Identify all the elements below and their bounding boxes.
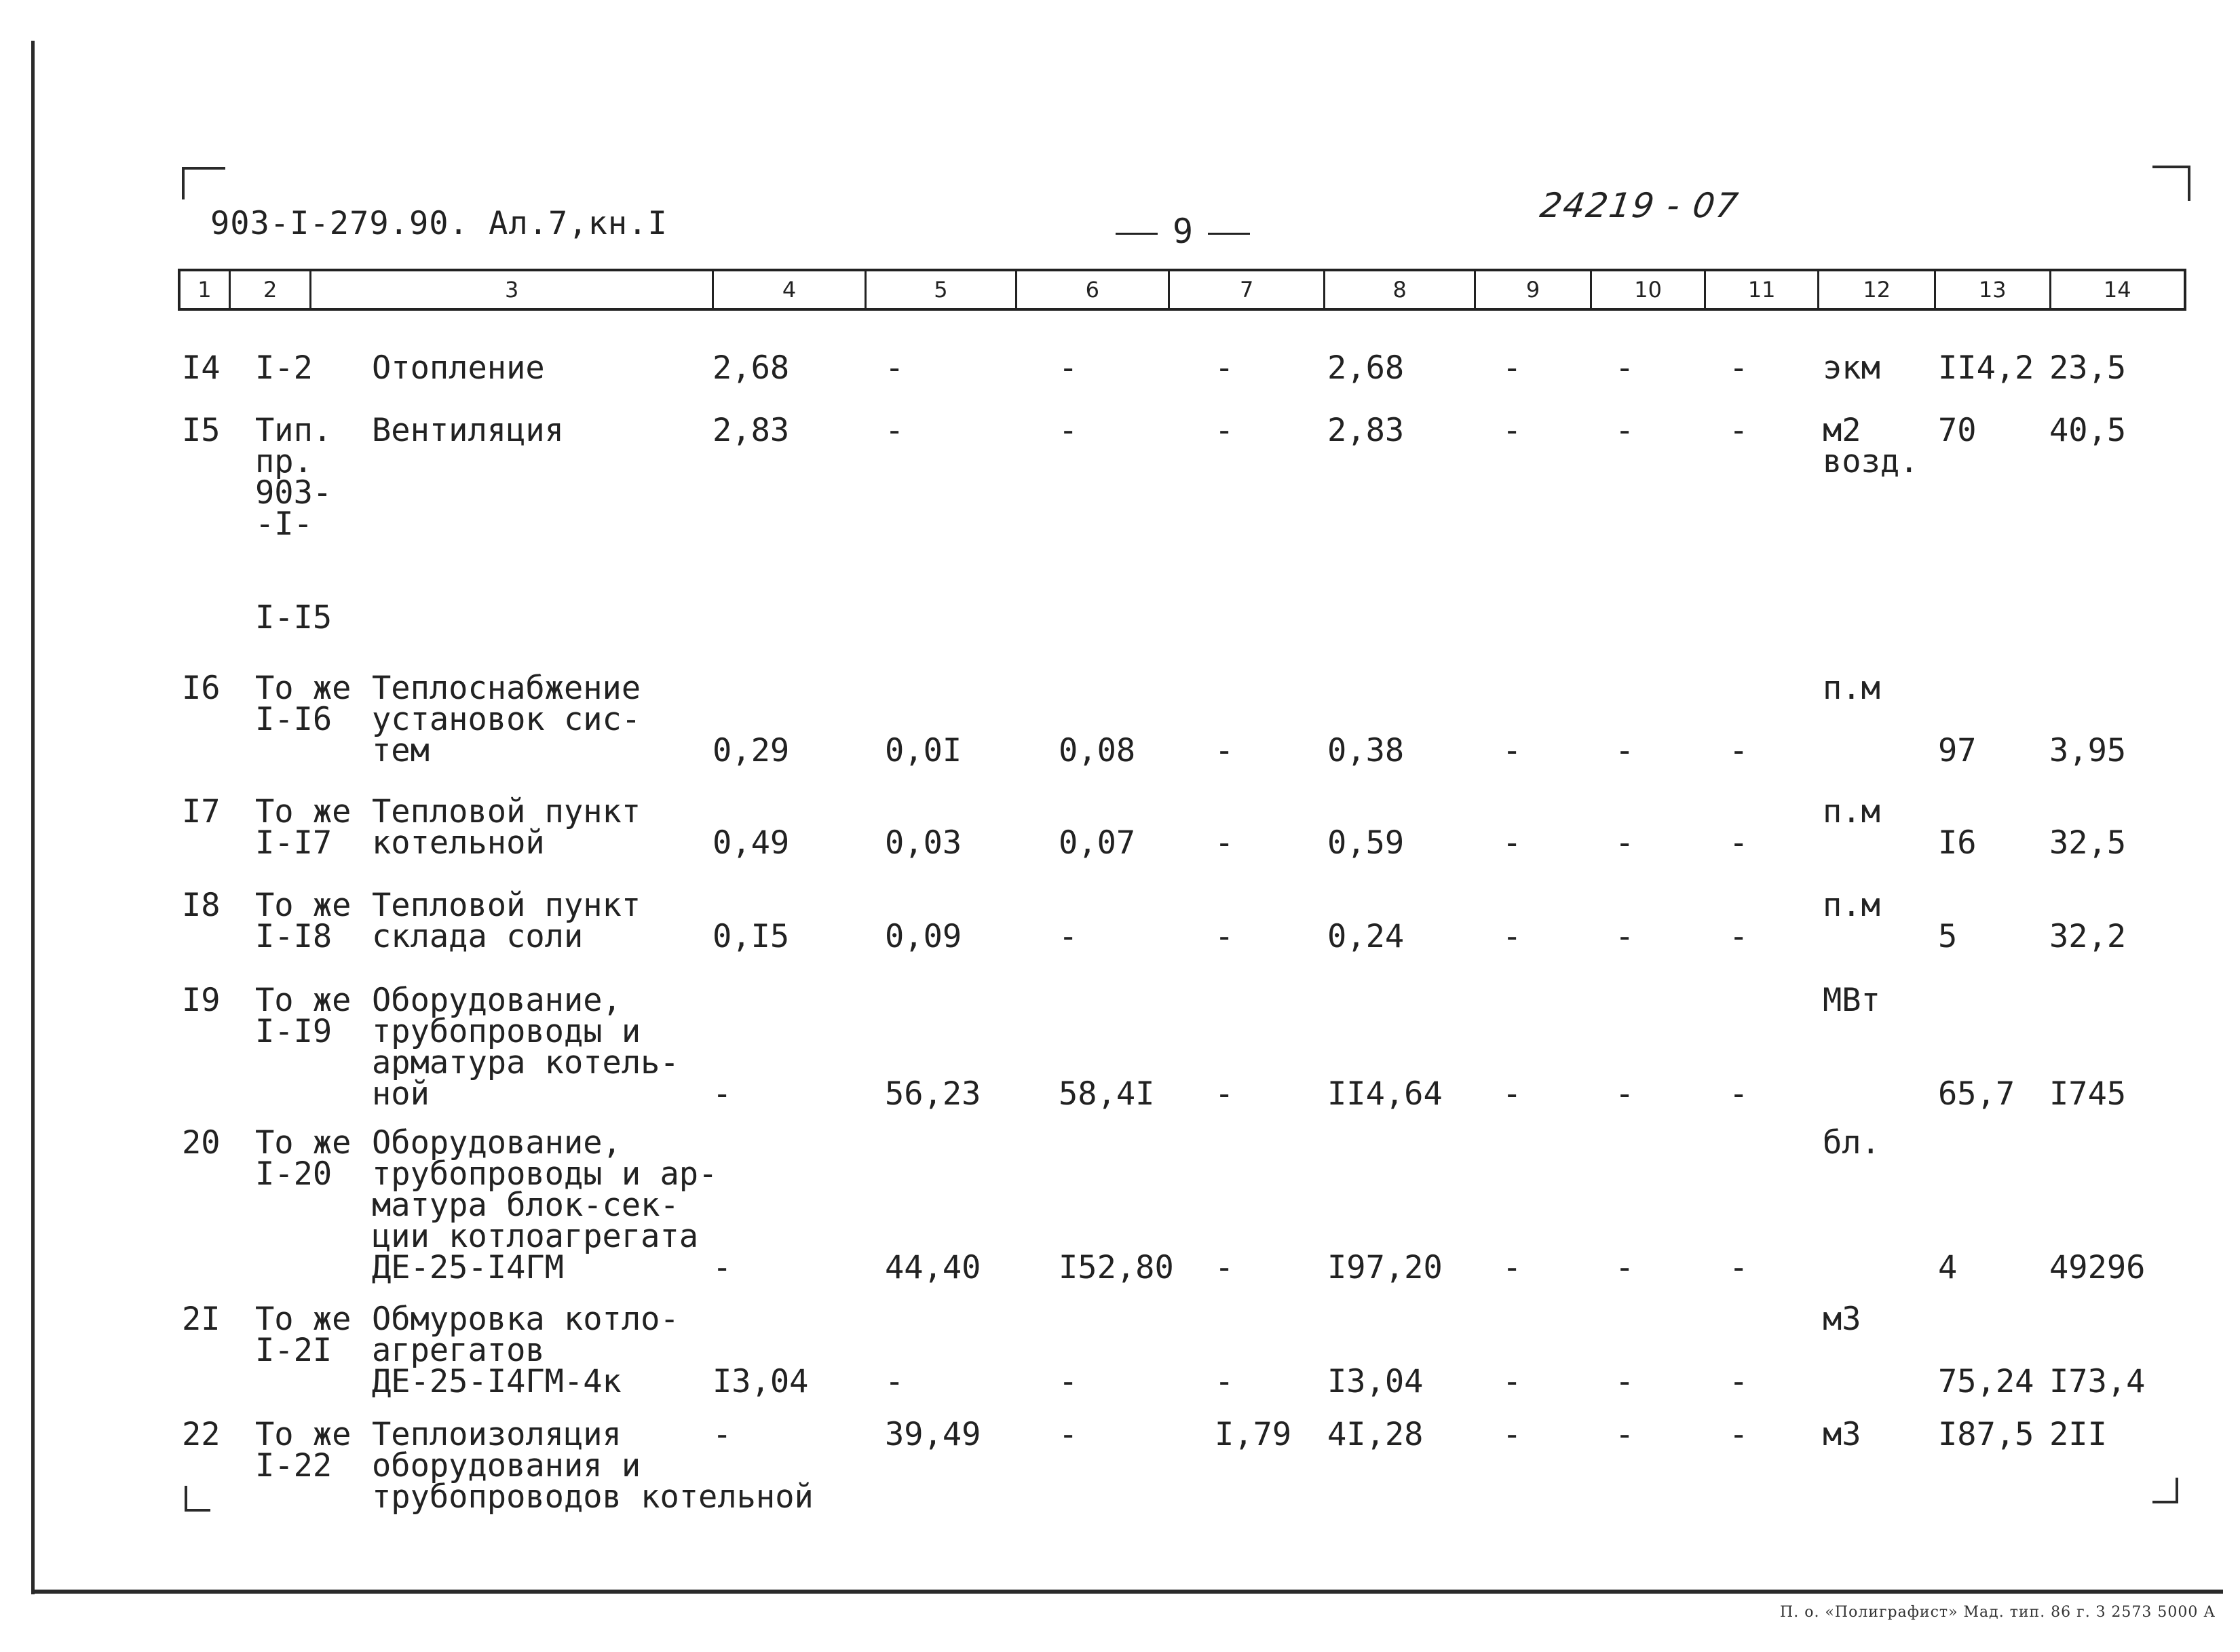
cell-col-6: 0,07	[1059, 824, 1136, 862]
cell-col-10: -	[1615, 824, 1635, 862]
cell-col-9: -	[1502, 412, 1522, 449]
cell-col-12: м2 возд.	[1823, 412, 1919, 480]
cell-col-14: 32,5	[2049, 824, 2127, 862]
handwritten-number: 24219 - 07	[1537, 186, 1742, 225]
column-number-7: 7	[1170, 271, 1325, 308]
cell-col-10: -	[1615, 1416, 1635, 1453]
cell-col-14: I745	[2049, 1075, 2127, 1113]
cell-col-7: -	[1215, 349, 1234, 387]
cell-col-2: То же I-I8	[255, 887, 352, 955]
cell-col-12: п.м	[1823, 887, 1880, 924]
cell-col-6: -	[1059, 412, 1078, 449]
cell-col-2: То же I-I7	[255, 793, 352, 862]
corner-mark-bottom-right	[2152, 1478, 2178, 1503]
cell-col-12: м3	[1823, 1301, 1861, 1338]
cell-col-6: -	[1059, 1363, 1078, 1400]
corner-mark-bottom-left	[185, 1486, 210, 1512]
cell-col-9: -	[1502, 1249, 1522, 1286]
cell-col-11: -	[1729, 732, 1749, 769]
cell-col-8: I3,04	[1327, 1363, 1424, 1400]
cell-col-11: -	[1729, 1416, 1749, 1453]
cell-col-10: -	[1615, 732, 1635, 769]
cell-col-13: I6	[1938, 824, 1977, 862]
cell-col-10: -	[1615, 1363, 1635, 1400]
cell-col-2: То же I-22	[255, 1416, 352, 1484]
cell-col-2: Тип. пр. 903- -I- I-I5	[255, 412, 333, 636]
cell-col-5: 39,49	[885, 1416, 981, 1453]
cell-col-1: I4	[182, 349, 221, 387]
cell-col-8: 4I,28	[1327, 1416, 1424, 1453]
cell-col-9: -	[1502, 824, 1522, 862]
cell-col-3: Вентиляция	[372, 412, 564, 449]
cell-col-6: -	[1059, 1416, 1078, 1453]
cell-col-11: -	[1729, 412, 1749, 449]
cell-col-10: -	[1615, 1075, 1635, 1113]
cell-col-6: 0,08	[1059, 732, 1136, 769]
cell-col-4: 2,68	[713, 349, 790, 387]
cell-col-6: I52,80	[1059, 1249, 1174, 1286]
cell-col-9: -	[1502, 918, 1522, 955]
cell-col-7: -	[1215, 824, 1234, 862]
printer-footer: П. о. «Полиграфист» Мад. тип. 86 г. З 2573 5000 А	[1780, 1604, 2216, 1621]
cell-col-5: 0,0I	[885, 732, 962, 769]
cell-col-2: I-2	[255, 349, 313, 387]
cell-col-9: -	[1502, 732, 1522, 769]
cell-col-2: То же I-2I	[255, 1301, 352, 1369]
cell-col-13: 75,24	[1938, 1363, 2034, 1400]
cell-col-7: -	[1215, 1363, 1234, 1400]
cell-col-4: I3,04	[713, 1363, 809, 1400]
cell-col-12: бл.	[1823, 1124, 1880, 1161]
cell-col-5: 0,03	[885, 824, 962, 862]
cell-col-12: м3	[1823, 1416, 1861, 1453]
column-number-4: 4	[714, 271, 867, 308]
cell-col-7: -	[1215, 918, 1234, 955]
cell-col-8: 0,24	[1327, 918, 1405, 955]
cell-col-14: 49296	[2049, 1249, 2146, 1286]
column-number-12: 12	[1819, 271, 1936, 308]
cell-col-8: I97,20	[1327, 1249, 1443, 1286]
cell-col-3: Обмуровка котло- агрегатов ДЕ-25-I4ГМ-4к	[372, 1301, 679, 1400]
cell-col-12: МВт	[1823, 982, 1880, 1019]
cell-col-4: 2,83	[713, 412, 790, 449]
cell-col-12: экм	[1823, 349, 1880, 387]
cell-col-11: -	[1729, 1075, 1749, 1113]
cell-col-5: 0,09	[885, 918, 962, 955]
cell-col-11: -	[1729, 918, 1749, 955]
cell-col-3: Оборудование, трубопроводы и ар- матура блок-сек- ции котлоагрегата ДЕ-25-I4ГМ	[372, 1124, 718, 1286]
cell-col-1: I7	[182, 793, 221, 830]
cell-col-5: 44,40	[885, 1249, 981, 1286]
cell-col-2: То же I-20	[255, 1124, 352, 1193]
page-number-dash-left	[1116, 233, 1158, 235]
cell-col-10: -	[1615, 1249, 1635, 1286]
column-number-2: 2	[231, 271, 312, 308]
cell-col-1: I6	[182, 670, 221, 707]
cell-col-1: I5	[182, 412, 221, 449]
cell-col-9: -	[1502, 349, 1522, 387]
cell-col-1: 20	[182, 1124, 221, 1161]
cell-col-14: 23,5	[2049, 349, 2127, 387]
page-number	[1101, 212, 1265, 251]
cell-col-14: 2II	[2049, 1416, 2107, 1453]
cell-col-11: -	[1729, 1249, 1749, 1286]
cell-col-4: -	[713, 1249, 732, 1286]
cell-col-13: I87,5	[1938, 1416, 2034, 1453]
cell-col-5: -	[885, 1363, 905, 1400]
cell-col-12: п.м	[1823, 670, 1880, 707]
cell-col-8: 2,68	[1327, 349, 1405, 387]
cell-col-8: 0,38	[1327, 732, 1405, 769]
column-number-10: 10	[1592, 271, 1706, 308]
cell-col-5: -	[885, 412, 905, 449]
frame-left-line	[31, 41, 35, 1594]
page-number-dash-right	[1208, 233, 1250, 235]
cell-col-2: То же I-I9	[255, 982, 352, 1050]
cell-col-8: 2,83	[1327, 412, 1405, 449]
cell-col-4: -	[713, 1416, 732, 1453]
cell-col-1: 22	[182, 1416, 221, 1453]
corner-mark-top-right	[2152, 166, 2190, 201]
cell-col-9: -	[1502, 1416, 1522, 1453]
cell-col-6: 58,4I	[1059, 1075, 1155, 1113]
corner-mark-top-left	[182, 167, 225, 199]
cell-col-12: п.м	[1823, 793, 1880, 830]
cell-col-8: 0,59	[1327, 824, 1405, 862]
cell-col-1: 2I	[182, 1301, 221, 1338]
cell-col-7: -	[1215, 1249, 1234, 1286]
cell-col-13: 65,7	[1938, 1075, 2015, 1113]
column-number-6: 6	[1017, 271, 1170, 308]
cell-col-10: -	[1615, 412, 1635, 449]
cell-col-3: Теплоизоляция оборудования и трубопроводов котельной	[372, 1416, 814, 1516]
column-number-13: 13	[1936, 271, 2051, 308]
cell-col-9: -	[1502, 1363, 1522, 1400]
column-number-8: 8	[1325, 271, 1475, 308]
cell-col-3: Тепловой пункт котельной	[372, 793, 641, 862]
cell-col-1: I9	[182, 982, 221, 1019]
cell-col-13: 97	[1938, 732, 1977, 769]
cell-col-6: -	[1059, 349, 1078, 387]
cell-col-7: I,79	[1215, 1416, 1292, 1453]
cell-col-9: -	[1502, 1075, 1522, 1113]
cell-col-13: II4,2	[1938, 349, 2034, 387]
cell-col-11: -	[1729, 349, 1749, 387]
cell-col-14: 3,95	[2049, 732, 2127, 769]
cell-col-4: 0,29	[713, 732, 790, 769]
cell-col-5: 56,23	[885, 1075, 981, 1113]
frame-bottom-line	[31, 1590, 2223, 1594]
cell-col-5: -	[885, 349, 905, 387]
cell-col-13: 5	[1938, 918, 1958, 955]
cell-col-1: I8	[182, 887, 221, 924]
column-number-header	[178, 269, 2186, 311]
cell-col-11: -	[1729, 824, 1749, 862]
cell-col-7: -	[1215, 732, 1234, 769]
cell-col-13: 4	[1938, 1249, 1958, 1286]
cell-col-3: Отопление	[372, 349, 545, 387]
cell-col-10: -	[1615, 918, 1635, 955]
column-number-11: 11	[1706, 271, 1820, 308]
cell-col-13: 70	[1938, 412, 1977, 449]
page-number-value: 9	[1173, 212, 1194, 251]
cell-col-2: То же I-I6	[255, 670, 352, 738]
column-number-5: 5	[867, 271, 1017, 308]
cell-col-7: -	[1215, 1075, 1234, 1113]
cell-col-6: -	[1059, 918, 1078, 955]
cell-col-7: -	[1215, 412, 1234, 449]
cell-col-4: 0,I5	[713, 918, 790, 955]
cell-col-10: -	[1615, 349, 1635, 387]
column-number-3: 3	[311, 271, 713, 308]
column-number-1: 1	[181, 271, 231, 308]
cell-col-14: I73,4	[2049, 1363, 2146, 1400]
column-number-14: 14	[2103, 277, 2131, 303]
cell-col-3: Тепловой пункт склада соли	[372, 887, 641, 955]
cell-col-3: Теплоснабжение установок сис- тем	[372, 670, 641, 769]
cell-col-8: II4,64	[1327, 1075, 1443, 1113]
cell-col-4: -	[713, 1075, 732, 1113]
cell-col-11: -	[1729, 1363, 1749, 1400]
cell-col-4: 0,49	[713, 824, 790, 862]
document-code: 903-I-279.90. Ал.7,кн.I	[210, 205, 668, 242]
cell-col-3: Оборудование, трубопроводы и арматура котель- ной	[372, 982, 679, 1113]
cell-col-14: 32,2	[2049, 918, 2127, 955]
cell-col-14: 40,5	[2049, 412, 2127, 449]
column-number-9: 9	[1476, 271, 1593, 308]
